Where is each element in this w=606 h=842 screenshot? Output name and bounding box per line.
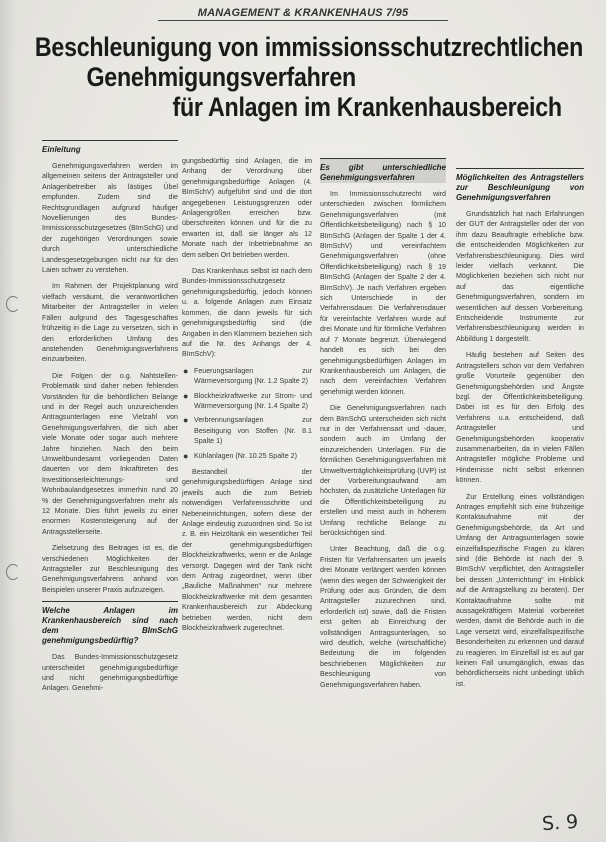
bullet-icon: ●	[183, 390, 189, 401]
paragraph: Bestandteil der genehmigungsbedürftigen Anlage sind jeweils auch die zum Betrieb notwendigen Verfahrensschritte und Nebeneinrichtungen, sofern diese der Anlage eindeutig zuzuordnen sind. So ist z. B. ein Heizöltank ein wesentlicher Teil der genehmigungsbedürftigen Blockheizkraftwerks, wenn er die Anlage versorgt. Dagegen wird der Tank nicht dem Antrag zugeordnet, wenn über „Bauliche Maßnahmen“ nur mehrere Blockheizkraftwerke mit dem gesamten Krankenhausbereich zur Abdeckung betrieben werden, nicht dem Blockheizkraftwerk zugerechnet.	[182, 467, 312, 633]
list-item-text: Verbrennungsanlagen zur Beseitigung von Stoffen (Nr. 8.1 Spalte 1)	[194, 416, 312, 446]
list-item	[182, 415, 312, 446]
title-line-3: für Anlagen im Krankenhausbereich	[172, 92, 562, 122]
article-title	[22, 32, 584, 122]
paragraph: Im Rahmen der Projektplanung wird vielfach versäumt, die verantwortlichen Mitarbeiter der Antragsteller in vielen Fällen aufgrund des Tagesgeschäftes frühzeitig in die Lage zu versetzen, sich in den erforderlichen Umfang des anstehenden Genehmigungsverfahrens einzuarbeiten.	[42, 282, 178, 364]
paragraph: Genehmigungsverfahren werden im allgemeinen seitens der Antragsteller und Anlagenbetreiber als lästiges Übel empfunden. Zudem sind die Rechtsgrundlagen aufgrund häufiger Novellierungen des Bundes-Immissionsschutzgesetzes (BImSchG) und der zugehörigen Verordnungen sowie durch unterschiedliche Landesgesetzgebungen nicht nur für den Laien schwer zu verstehen.	[42, 162, 178, 275]
paragraph: Die Folgen der o.g. Nahtstellen-Problematik sind daher neben fehlenden Vorständen für die behördlichen Belange und in der Regel auch unzureichenden Antragsunterlagen eine Vielzahl von Genehmigungsverfahren, die sich aber viele Monate oder sogar auch mehrere Jahre hinziehen. Nach den beim Umweltbundesamt vorliegenden Daten dauerten vor dem Inkrafttreten des Investitionserleichterungs- und Wohnbaulandgesetzes immerhin rund 20 % der Genehmigungsverfahren mehr als 12 Monate. Dies führt jeweils zu einer enormen Kostensteigerung auf der Antragsstellerseite.	[42, 371, 178, 536]
heading-einleitung: Einleitung	[42, 140, 178, 155]
list-item	[182, 391, 312, 412]
journal-header: MANAGEMENT & KRANKENHAUS 7/95	[158, 7, 448, 21]
bullet-icon: ●	[183, 365, 189, 376]
paragraph: Zielsetzung des Beitrages ist es, die verschiedenen Möglichkeiten der Antragsteller zur Beschleunigung des Genehmigungsverfahrens anhand von Beispielen unserer Praxis aufzuzeigen.	[42, 544, 178, 594]
punch-hole-lower	[6, 564, 20, 580]
page-shadow-edge	[0, 0, 16, 842]
list-item	[182, 451, 312, 461]
bullet-icon: ●	[183, 415, 189, 426]
paragraph: Im Immissionsschutzrecht wird unterschieden zwischen förmlichem Genehmigungsverfahren (mit Öffentlichkeitsbeteiligung) nach § 10 BImSchG (Anlagen der Spalte 1 der 4. BImSchV) und vereinfachtem Genehmigungsverfahren (ohne Öffentlichkeitsbeteiligung) nach § 19 BImSchG (Anlagen der Spalte 2 der 4. BImSchV). Je nach Verfahren ergeben sich Unterschiede in der Verfahrensdauer. Die Verfahrensdauer für vereinfachte Verfahren wurde auf drei Monate und für förmliche Verfahren auf 7 Monate begrenzt. Überwiegend handelt es sich bei den genehmigungsbedürftigen Anlagen im Krankenhausbereich um Anlagen, die nach dem vereinfachten Verfahren genehmigt werden können.	[320, 190, 446, 396]
paragraph: Unter Beachtung, daß die o.g. Fristen für Verfahrensarten um jeweils drei Monate verlängert werden können (wenn dies wegen der Schwierigkeit der Prüfung oder aus Gründen, die dem Antragsteller zuzurechnen sind, erforderlich ist) sowie, daß die Fristen erst gelten ab Einreichung der vollständigen Antragsunterlagen, so wird deutlich, welche (wirtschaftliche) Bedeutung die im folgenden beschriebenen Möglichkeiten zur Beschleunigung von Genehmigungsverfahren haben.	[320, 545, 446, 689]
list-item-text: Feuerungsanlagen zur Wärmeversorgung (Nr. 1.2 Spalte 2)	[194, 366, 312, 386]
column-3	[320, 158, 446, 696]
list-item-text: Kühlanlagen (Nr. 10.25 Spalte 2)	[194, 451, 297, 460]
paragraph: gungsbedürftig sind Anlagen, die im Anhang der Verordnung über genehmigungsbedürftige Anlagen (4. BImSchV) aufgeführt sind und die dort angegebenen Leistungsgrenzen oder Anlagengrößen erreichen bzw. überschreiten können und für die zu erwarten ist, daß sie länger als 12 Monate nach der Inbetriebnahme an dem selben Ort betrieben werden.	[182, 157, 312, 259]
title-line-1: Beschleunigung von immissionsschutzrechtlichen	[34, 32, 584, 62]
heading-welche-anlagen: Welche Anlagen im Krankenhausbereich sind nach dem BImSchG genehmigungsbedürftig?	[42, 601, 178, 646]
punch-hole-upper	[6, 296, 20, 312]
list-item-text: Blockheizkraftwerke zur Strom- und Wärmeversorgung (Nr. 1.4 Spalte 2)	[194, 391, 312, 410]
heading-verfahren: Es gibt unterschiedliche Genehmigungsverfahren	[320, 158, 446, 183]
handwritten-page-number: S. 9	[541, 810, 579, 836]
heading-moeglichkeiten: Möglichkeiten des Antragstellers zur Beschleunigung von Genehmigungsverfahren	[456, 168, 584, 203]
paragraph: Zur Erstellung eines vollständigen Antrages empfiehlt sich eine frühzeitige Kontaktaufnahme mit der Genehmigungsbehörde, da Art und Umfang der Antragsunterlagen sowie einzelfallspezifische Fragen zu klären sind (die Behörde ist nach der 9. BImSchV verpflichtet, den Antragsteller bei dessen „Unterrichtung“ im Hinblick auf die Antragstellung zu beraten). Der Kontaktaufnahme sollte mit aussagekräftigem Material vorbereitet werden, damit die Behörde auch in die Lage versetzt wird, einzelfallspezifische Besonderheiten zu erkennen und darauf zu reagieren. Im Einzelfall ist es auf gar keinen Fall unumgänglich, etwas das behördlicherseits nicht unbedingt üblich ist.	[456, 492, 584, 688]
column-4	[456, 168, 584, 695]
list-item	[182, 366, 312, 387]
column-2	[182, 156, 312, 639]
paragraph: Das Krankenhaus selbst ist nach dem Bundes-Immissionsschutzgesetz genehmigungsbedürftig, jedoch können u. a. folgende Anlagen zum Einsatz kommen, die dann jeweils für sich genehmigungsbedürftig sind (die Angaben in den Klammern beziehen sich auf die Nr. des Anhangs der 4. BImSchV):	[182, 267, 312, 359]
title-line-2: Genehmigungsverfahren	[86, 62, 356, 92]
paragraph: Grundsätzlich hat nach Erfahrungen der GUT der Antragsteller oder der von ihm dazu Beauftragte erhebliche bzw. die entscheidenden Möglichkeiten zur Verfahrensbeschleunigung. Dies wird leider vielfach verkannt. Die Möglichkeiten beziehen sich nicht nur auf das eigentliche Genehmigungsverfahren, sondern im wesentlichen auf dessen Vorbereitung. Entscheidende Instrumente zur Verfahrensbeschleunigung werden in Abbildung 1 dargestellt.	[456, 210, 584, 343]
paragraph: Die Genehmigungsverfahren nach dem BImSchG unterscheiden sich nicht nur in der Verfahrensart und -dauer, sondern auch im Umfang der einzureichenden Unterlagen. Für die förmlichen Genehmigungsverfahren mit Umweltverträglichkeitsprüfung (UVP) ist der Vorbereitungsaufwand am höchsten, da zusätzliche Unterlagen für die Öffentlichkeitsbeteiligung zu erstellen und meist auch in höherem Umfang rechtliche Belange zu berücksichtigen sind.	[320, 404, 446, 537]
paragraph: Häufig bestehen auf Seiten des Antragstellers schon vor dem Verfahren große Vorurteile gegenüber den Genehmigungsbehörden und Ängste bzgl. der Öffentlichkeitsbeteiligung. Dabei ist es für den Erfolg des Verfahrens u.a. entscheidend, daß Antragsteller und Genehmigungsbehörden kooperativ zusammenarbeiten, da in vielen Fällen Antragsteller mögliche Probleme und Hindernisse nicht selbst erkennen können.	[456, 351, 584, 485]
bullet-icon: ●	[183, 450, 189, 461]
paragraph: Das Bundes-Immissionsschutzgesetz unterscheidet genehmigungsbedürftige und nicht genehmigungsbedürftige Anlagen. Genehmi-	[42, 653, 178, 693]
column-1	[42, 140, 178, 700]
